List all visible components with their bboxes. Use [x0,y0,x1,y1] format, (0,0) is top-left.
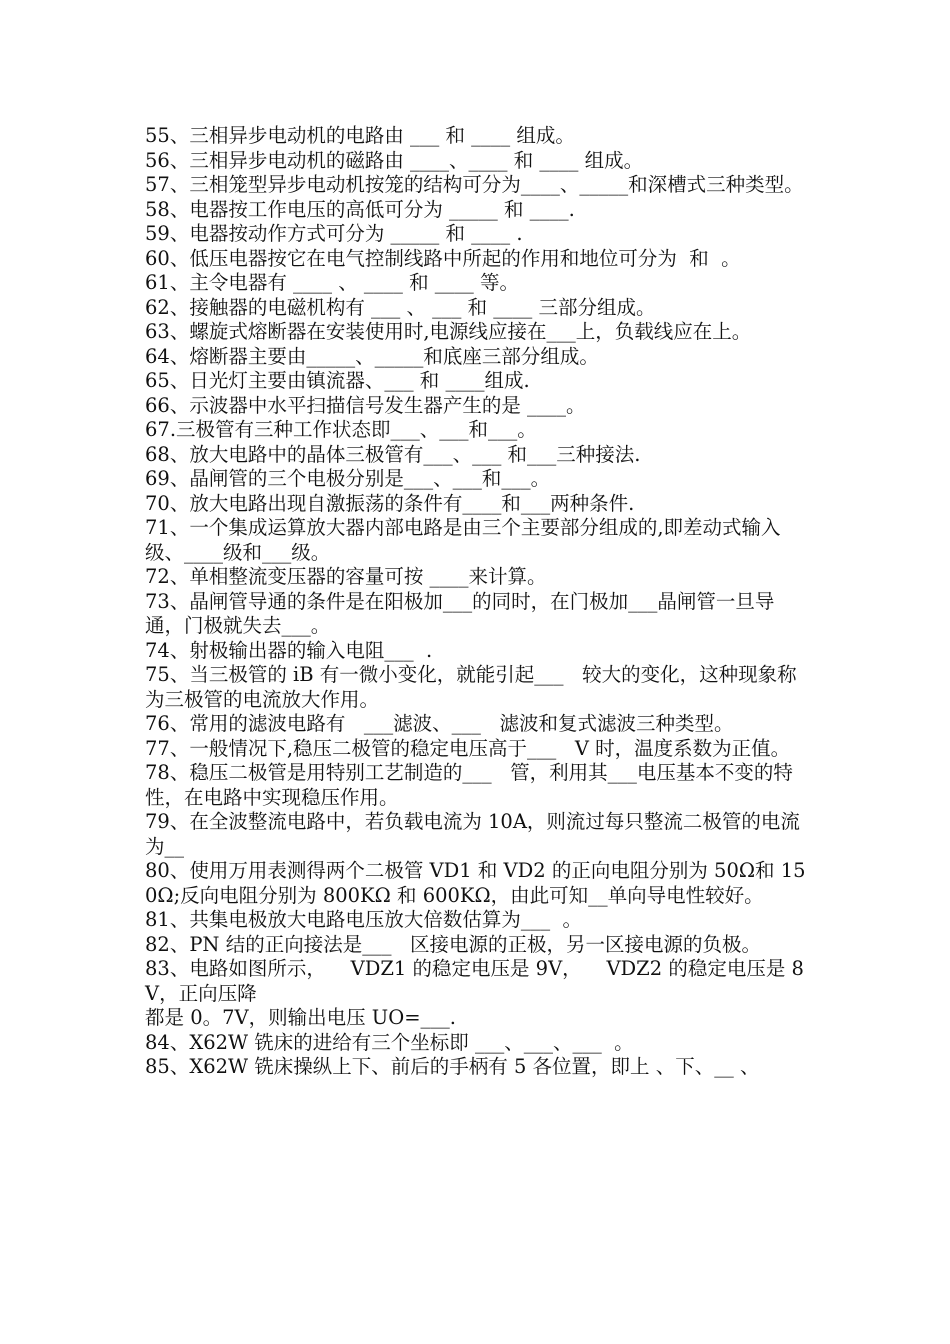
question-71: 71、一个集成运算放大器内部电路是由三个主要部分组成的,即差动式输入级、____级和___级。 [145,516,781,564]
question-84: 84、X62W 铣床的进给有三个坐标即 ___、___、___ 。 [145,1030,634,1054]
question-80: 80、使用万用表测得两个二极管 VD1 和 VD2 的正向电阻分别为 50Ω和 150Ω;反向电阻分别为 800KΩ 和 600KΩ，由此可知__单向导电性较好。 [145,859,806,907]
question-78: 78、稳压二极管是用特别工艺制造的___ 管，利用其___电压基本不变的特性，在电路中实现稳压作用。 [145,761,793,809]
question-61: 61、主令电器有 ____ 、 ____ 和 ____ 等。 [145,271,520,294]
question-60: 60、低压电器按它在电气控制线路中所起的作用和地位可分为 和 。 [145,246,741,270]
question-68: 68、放大电路中的晶体三极管有___、___ 和___三种接法. [145,442,641,466]
question-75: 75、当三极管的 iB 有一微小变化，就能引起___ 较大的变化，这种现象称为三极管的电流放大作用。 [145,663,797,711]
question-56: 56、三相异步电动机的磁路由 ____、____ 和 ____ 组成。 [145,148,644,172]
question-70: 70、放大电路出现自激振荡的条件有____和___两种条件. [145,491,635,515]
question-83: 83、电路如图所示， VDZ1 的稳定电压是 9V， VDZ2 的稳定电压是 8V，正向压降 [145,957,804,1005]
question-62: 62、接触器的电磁机构有 ___ 、 ___ 和 ____ 三部分组成。 [145,295,656,319]
question-79: 79、在全波整流电路中，若负载电流为 10A，则流过每只整流二极管的电流为__ [145,810,800,858]
question-67: 67.三极管有三种工作状态即___、___和___。 [145,418,537,441]
question-69: 69、晶闸管的三个电极分别是___、___和___。 [145,467,551,490]
question-74: 74、射极输出器的输入电阻___ . [145,638,433,662]
question-81: 81、共集电极放大电路电压放大倍数估算为___ 。 [145,908,582,931]
question-63: 63、螺旋式熔断器在安装使用时,电源线应接在___上，负载线应在上。 [145,320,752,343]
question-list [145,124,810,1080]
question-83-continued: 都是 0。7V，则输出电压 UO=___. [145,1006,457,1029]
question-59: 59、电器按动作方式可分为 _____ 和 ____ . [145,222,523,245]
question-82: 82、PN 结的正向接法是___ 区接电源的正极，另一区接电源的负极。 [145,932,762,956]
question-57: 57、三相笼型异步电动机按笼的结构可分为____、_____和深槽式三种类型。 [145,173,804,196]
question-58: 58、电器按工作电压的高低可分为 _____ 和 ____. [145,197,575,221]
question-73: 73、晶闸管导通的条件是在阳极加___的同时，在门极加___晶闸管一旦导通，门极就失去___。 [145,589,775,637]
question-55: 55、三相异步电动机的电路由 ___ 和 ____ 组成。 [145,124,575,147]
question-66: 66、示波器中水平扫描信号发生器产生的是 ____。 [145,393,586,417]
question-76: 76、常用的滤波电路有 ___滤波、___ 滤波和复式滤波三种类型。 [145,712,734,735]
question-65: 65、日光灯主要由镇流器、___ 和 ____组成. [145,369,530,392]
question-64: 64、熔断器主要由_____、_____和底座三部分组成。 [145,344,599,368]
question-85: 85、X62W 铣床操纵上下、前后的手柄有 5 各位置，即上 、下、__ 、 [145,1055,760,1078]
question-77: 77、一般情况下,稳压二极管的稳定电压高于___ V 时，温度系数为正值。 [145,736,791,760]
question-72: 72、单相整流变压器的容量可按 ____来计算。 [145,565,547,588]
